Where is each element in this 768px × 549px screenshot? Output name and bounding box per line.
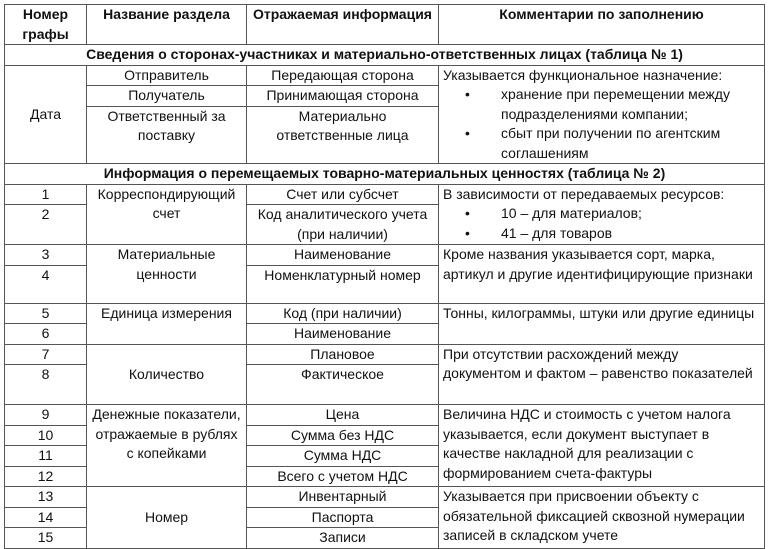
section-name: Корреспондирующий счет: [87, 184, 247, 245]
section-name: Денежные показатели, отражаемые в рублях с копейками: [87, 405, 247, 487]
info-cell: Принимающая сторона: [247, 86, 439, 107]
section-name: Номер: [87, 487, 247, 549]
info-cell: Фактическое: [247, 365, 439, 405]
info-cell: Паспорта: [247, 507, 439, 528]
info-cell: Всего с учетом НДС: [247, 466, 439, 487]
table-row: [5, 344, 765, 365]
header-info: Отражаемая информация: [247, 5, 439, 45]
comment-cell: [439, 184, 765, 245]
comment-cell: Тонны, килограммы, штуки или другие единицы: [439, 303, 765, 344]
header-section-name: Название раздела: [87, 5, 247, 45]
bullet-item: • 10 – для материалов;: [501, 204, 760, 224]
section-row: [5, 164, 765, 185]
info-cell: Передающая сторона: [247, 65, 439, 86]
graph-number: 15: [5, 528, 87, 549]
table-row: [5, 245, 765, 266]
comment-cell: Величина НДС и стоимость с учетом налога указывается, если документ выступает в качестве накладной для реализации с формированием счета-фактуры: [439, 405, 765, 487]
section-name: Количество: [87, 344, 247, 405]
graph-number: 5: [5, 303, 87, 324]
comment-bullets: [443, 204, 760, 243]
graph-number: 11: [5, 446, 87, 467]
info-cell: Инвентарный: [247, 487, 439, 508]
table-header-row: [5, 5, 765, 45]
graph-number: 4: [5, 265, 87, 303]
info-cell: Сумма без НДС: [247, 425, 439, 446]
info-cell: Плановое: [247, 344, 439, 365]
graph-number: 10: [5, 425, 87, 446]
section-name: Отправитель: [87, 65, 247, 86]
section-name: Ответственный за поставку: [87, 106, 247, 163]
graph-number: 14: [5, 507, 87, 528]
comment-cell: Указывается при присвоении объекту с обязательной фиксацией сквозной нумерации записей в складском учете: [439, 487, 765, 549]
comment-intro: Указывается функциональное назначение:: [443, 66, 723, 83]
waybill-fields-table: [4, 4, 765, 549]
graph-number: 8: [5, 365, 87, 405]
section2-title: Информация о перемещаемых товарно-материальных ценностях (таблица № 2): [5, 164, 765, 185]
section-name: Материальные ценности: [87, 245, 247, 304]
graph-number: 9: [5, 405, 87, 426]
table-row: [5, 65, 765, 86]
section1-title: Сведения о сторонах-участниках и материально-ответственных лицах (таблица № 1): [5, 45, 765, 66]
graph-number: 1: [5, 184, 87, 205]
table-row: [5, 303, 765, 324]
info-cell: Номенклатурный номер: [247, 265, 439, 303]
table-row: [5, 487, 765, 508]
info-cell: Код аналитического учета (при наличии): [247, 205, 439, 245]
bullet-item: • сбыт при получении по агентским соглашениям: [501, 124, 760, 163]
info-cell: Цена: [247, 405, 439, 426]
comment-intro: В зависимости от передаваемых ресурсов:: [443, 185, 725, 202]
comment-cell: При отсутствии расхождений между документом и фактом – равенство показателей: [439, 344, 765, 405]
graph-number: 3: [5, 245, 87, 266]
info-cell: Счет или субсчет: [247, 184, 439, 205]
table-row: [5, 184, 765, 205]
bullet-item: • хранение при перемещении между подразделениями компании;: [501, 85, 760, 124]
graph-number: 2: [5, 205, 87, 245]
comment-bullets: [443, 85, 760, 163]
comment-cell: Кроме названия указывается сорт, марка, артикул и другие идентифицирующие признаки: [439, 245, 765, 304]
header-comments: Комментарии по заполнению: [439, 5, 765, 45]
graph-number: 7: [5, 344, 87, 365]
graph-number: 13: [5, 487, 87, 508]
graph-number: 12: [5, 466, 87, 487]
header-graph-number: Номер графы: [5, 5, 87, 45]
info-cell: Код (при наличии): [247, 303, 439, 324]
bullet-item: • 41 – для товаров: [501, 224, 760, 244]
section-name: Единица измерения: [87, 303, 247, 344]
info-cell: Материально ответственные лица: [247, 106, 439, 163]
comment-cell: [439, 65, 765, 164]
info-cell: Записи: [247, 528, 439, 549]
table-row: [5, 405, 765, 426]
section-row: [5, 45, 765, 66]
graph-number: 6: [5, 324, 87, 345]
info-cell: Наименование: [247, 245, 439, 266]
info-cell: Наименование: [247, 324, 439, 345]
info-cell: Сумма НДС: [247, 446, 439, 467]
graph-date: Дата: [5, 65, 87, 164]
section-name: Получатель: [87, 86, 247, 107]
